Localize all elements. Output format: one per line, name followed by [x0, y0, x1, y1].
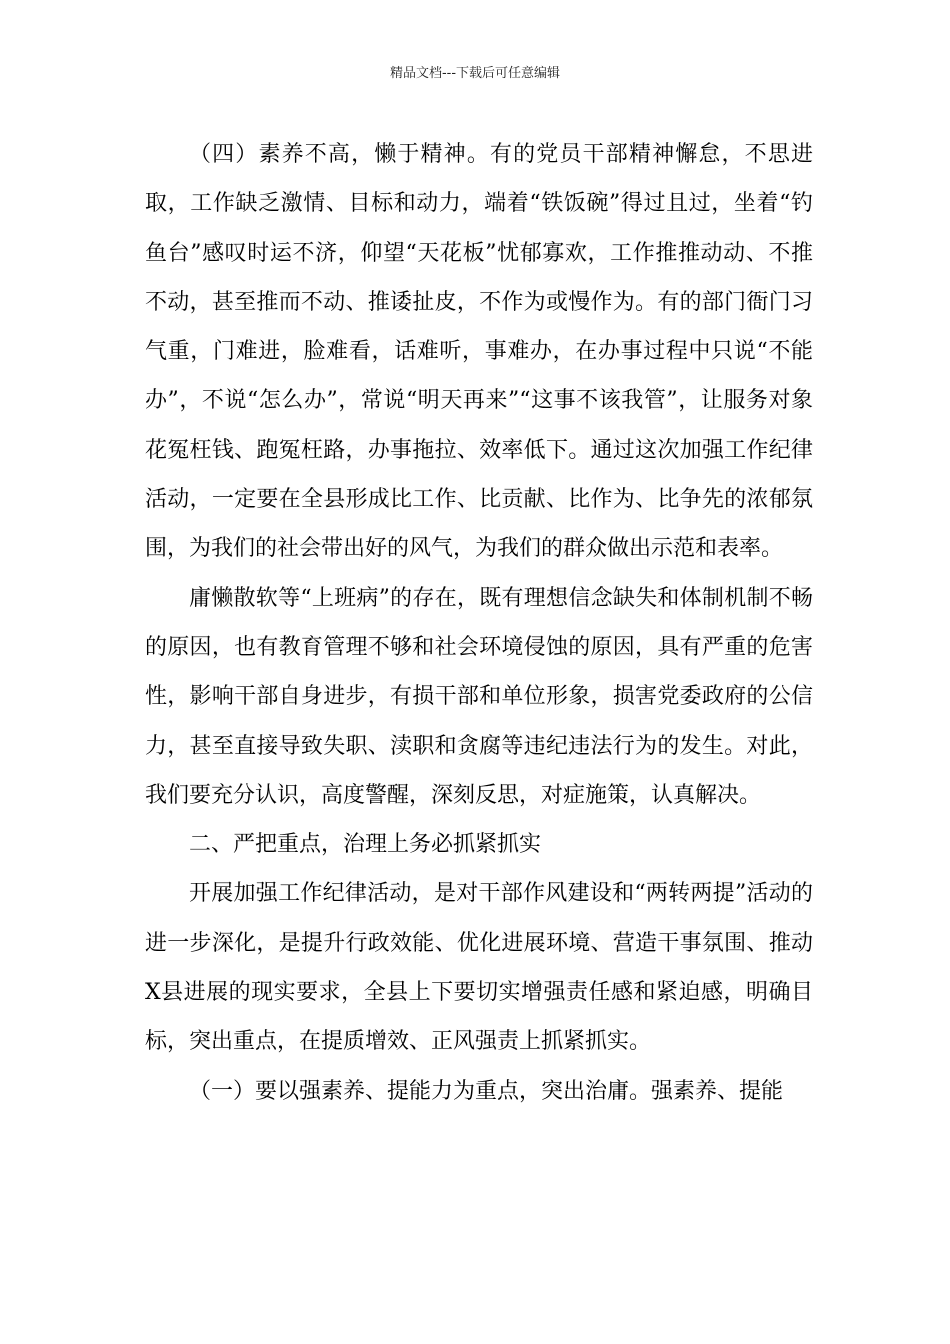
- section-heading-two: 二、严把重点，治理上务必抓紧抓实: [189, 832, 542, 858]
- paragraph-item-one: （一）要以强素养、提能力为重点，突出治庸。强素养、提能: [189, 1078, 784, 1104]
- page-header: 精品文档---下载后可任意编辑: [389, 66, 561, 81]
- paragraph-work-disease: 庸懒散软等“上班病”的存在，既有理想信念缺失和体制机制不畅的原因，也有教育管理不够和社会环境侵蚀的原因，具有严重的危害性，影响干部自身进步，有损干部和单位形象，损害党委政府的公信力，甚至直接导致失职、渎职和贪腐等违纪违法行为的发生。对此，我们要充分认识，高度警醒，深刻反思，对症施策，认真解决。: [145, 585, 813, 808]
- document-body: [145, 130, 813, 1116]
- paragraph-four-section: （四）素养不高，懒于精神。有的党员干部精神懈怠，不思进取，工作缺乏激情、目标和动力，端着“铁饭碗”得过且过，坐着“钓鱼台”感叹时运不济，仰望“天花板”忧郁寡欢，工作推推动动、不推不动，甚至推而不动、推诿扯皮，不作为或慢作为。有的部门衙门习气重，门难进，脸难看，话难听，事难办，在办事过程中只说“不能办”，不说“怎么办”，常说“明天再来”“这事不该我管”，让服务对象花冤枉钱、跑冤枉路，办事拖拉、效率低下。通过这次加强工作纪律活动，一定要在全县形成比工作、比贡献、比作为、比争先的浓郁氛围，为我们的社会带出好的风气，为我们的群众做出示范和表率。: [145, 142, 813, 562]
- paragraph-discipline-activity: 开展加强工作纪律活动，是对干部作风建设和“两转两提”活动的进一步深化，是提升行政效能、优化进展环境、营造干事氛围、推动X县进展的现实要求，全县上下要切实增强责任感和紧迫感，明确目标，突出重点，在提质增效、正风强责上抓紧抓实。: [145, 881, 813, 1055]
